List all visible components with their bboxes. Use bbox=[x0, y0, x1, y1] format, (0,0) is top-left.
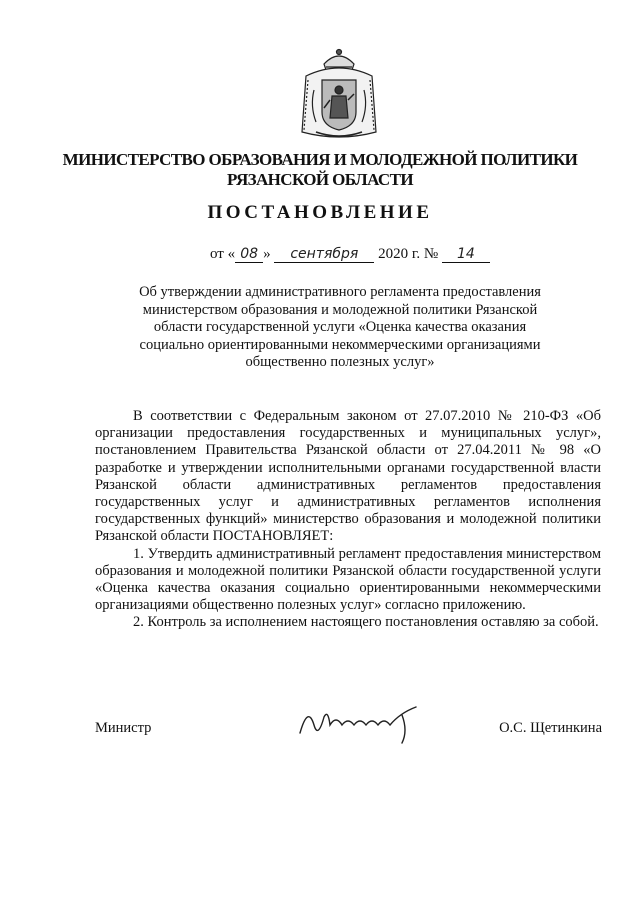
document-number: 14 bbox=[442, 247, 490, 263]
ministry-name-line1: МИНИСТЕРСТВО ОБРАЗОВАНИЯ И МОЛОДЕЖНОЙ ПОЛИТИКИ bbox=[62, 150, 578, 169]
document-type-title: ПОСТАНОВЛЕНИЕ bbox=[207, 202, 433, 223]
preamble-paragraph: В соответствии с Федеральным законом от 27.07.2010 № 210-ФЗ «Об организации предоставления государственных и муниципальных услуг», постановлением Правительства Рязанской области от 27.04.2011 № 98 «О разработке и утверждении исполнительными органами государственной власти Рязанской области административных регламентов предоставления государственных услуг и административных регламентов исполнения государственных функций» министерство образования и молодежной политики Рязанской области ПОСТАНОВЛЯЕТ: bbox=[95, 408, 601, 545]
date-month: сентября bbox=[274, 247, 374, 263]
date-quote: » bbox=[263, 246, 271, 262]
handwritten-signature bbox=[290, 695, 430, 750]
date-day: 08 bbox=[235, 247, 263, 263]
item-2-paragraph: 2. Контроль за исполнением настоящего постановления оставляю за собой. bbox=[133, 614, 599, 631]
item-1-paragraph: 1. Утвердить административный регламент предоставления министерством образования и молодежной политики Рязанской области государственной услуги «Оценка качества оказания социально ориентированными некоммерческими организациями общественно полезных услуг» согласно приложению. bbox=[95, 545, 601, 614]
document-body bbox=[95, 408, 601, 632]
document-subject: Об утверждении административного регламента предоставления министерством образования и молодежной политики Рязанской области государственной услуги «Оценка качества оказания социально ориентированными некоммерческими организациями общественно полезных услуг» bbox=[139, 284, 541, 370]
date-year: 2020 г. № bbox=[378, 246, 439, 262]
date-line bbox=[210, 246, 490, 263]
coat-of-arms-emblem bbox=[296, 46, 382, 144]
ministry-name-line2: РЯЗАНСКОЙ ОБЛАСТИ bbox=[227, 170, 413, 189]
date-prefix: от « bbox=[210, 246, 236, 262]
signatory-position: Министр bbox=[95, 720, 152, 736]
signatory-name: О.С. Щетинкина bbox=[499, 720, 602, 736]
